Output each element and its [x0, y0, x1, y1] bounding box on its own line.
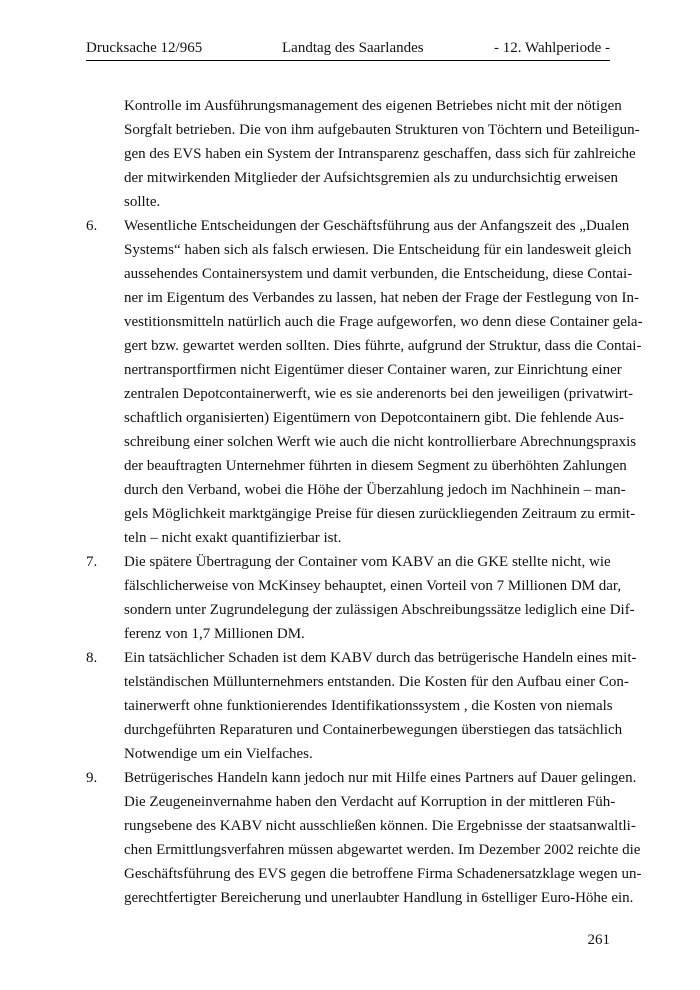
text-line: vestitionsmitteln natürlich auch die Frage aufgeworfen, wo denn diese Container gela-: [124, 314, 643, 330]
page-number: 261: [587, 932, 610, 948]
text-line: Sorgfalt betrieben. Die von ihm aufgebauten Strukturen von Töchtern und Beteiligun-: [124, 122, 640, 138]
text-line: Ein tatsächlicher Schaden ist dem KABV durch das betrügerische Handeln eines mit-: [124, 650, 637, 666]
text-line: ferenz von 1,7 Millionen DM.: [124, 626, 305, 642]
list-number: 6.: [86, 218, 98, 234]
text-line: Systems“ haben sich als falsch erwiesen. Die Entscheidung für ein landesweit gleich: [124, 242, 632, 258]
text-line: schaftlich organisierten) Eigentümern von Depotcontainern gibt. Die fehlende Aus-: [124, 410, 624, 426]
text-line: nertransportfirmen nicht Eigentümer dieser Container waren, zur Einrichtung einer: [124, 362, 622, 378]
document-body: [86, 94, 643, 910]
text-line: der beauftragten Unternehmer führten in diesem Segment zu überhöhten Zahlungen: [124, 458, 627, 474]
list-item-9: [86, 766, 642, 910]
text-line: durchgeführten Reparaturen und Containerbewegungen überstiegen das tatsächlich: [124, 722, 623, 738]
text-line: Betrügerisches Handeln kann jedoch nur mit Hilfe eines Partners auf Dauer gelingen.: [124, 770, 637, 786]
text-line: aussehendes Containersystem und damit verbunden, die Entscheidung, diese Contai-: [124, 266, 633, 282]
text-line: teln – nicht exakt quantifizierbar ist.: [124, 530, 342, 546]
list-item-8: [86, 646, 637, 766]
text-line: zentralen Depotcontainerwerft, wie es sie anderenorts bei den jeweiligen (privatwirt-: [124, 386, 633, 402]
text-line: Kontrolle im Ausführungsmanagement des eigenen Betriebes nicht mit der nötigen: [124, 98, 622, 114]
header-period: - 12. Wahlperiode -: [494, 40, 610, 56]
text-line: Geschäftsführung des EVS gegen die betroffene Firma Schadenersatzklage wegen un-: [124, 866, 642, 882]
text-line: Notwendige um ein Vielfaches.: [124, 746, 313, 762]
text-line: chen Ermittlungsverfahren müssen abgewartet werden. Im Dezember 2002 reichte die: [124, 842, 641, 858]
text-line: fälschlicherweise von McKinsey behauptet, einen Vorteil von 7 Millionen DM dar,: [124, 578, 622, 594]
list-number: 8.: [86, 650, 98, 666]
text-line: rungsebene des KABV nicht ausschließen können. Die Ergebnisse der staatsanwaltli-: [124, 818, 636, 834]
list-number: 9.: [86, 770, 98, 786]
continuation-paragraph: [86, 94, 640, 214]
text-line: telständischen Müllunternehmers entstanden. Die Kosten für den Aufbau einer Con-: [124, 674, 629, 690]
list-item-6: [86, 214, 643, 550]
text-line: sollte.: [124, 194, 161, 210]
text-line: ner im Eigentum des Verbandes zu lassen, hat neben der Frage der Festlegung von In-: [124, 290, 639, 306]
list-number: 7.: [86, 554, 98, 570]
text-line: tainerwerft ohne funktionierendes Identifikationssystem , die Kosten von niemals: [124, 698, 613, 714]
page-header: [86, 40, 610, 61]
text-line: der mitwirkenden Mitglieder der Aufsichtsgremien als zu undurchsichtig erweisen: [124, 170, 619, 186]
text-line: gels Möglichkeit marktgängige Preise für diesen zurückliegenden Zeitraum zu ermit-: [124, 506, 636, 522]
text-line: Die spätere Übertragung der Container vom KABV an die GKE stellte nicht, wie: [124, 554, 611, 570]
text-line: durch den Verband, wobei die Höhe der Überzahlung jedoch im Nachhinein – man-: [124, 482, 626, 498]
text-line: Die Zeugeneinvernahme haben den Verdacht auf Korruption in der mittleren Füh-: [124, 794, 616, 810]
text-line: Wesentliche Entscheidungen der Geschäftsführung aus der Anfangszeit des „Dualen: [124, 218, 630, 234]
header-document-number: Drucksache 12/965: [86, 40, 203, 56]
text-line: gert bzw. gewartet werden sollten. Dies führte, aufgrund der Struktur, dass die Contai-: [124, 338, 642, 354]
text-line: gerechtfertigter Bereicherung und unerlaubter Handlung in 6stelliger Euro-Höhe ein.: [124, 890, 634, 906]
list-item-7: [86, 550, 635, 646]
header-parliament: Landtag des Saarlandes: [282, 40, 424, 56]
text-line: schreibung einer solchen Werft wie auch die nicht kontrollierbare Abrechnungspraxis: [124, 434, 637, 450]
text-line: sondern unter Zugrundelegung der zulässigen Abschreibungssätze lediglich eine Dif-: [124, 602, 635, 618]
text-line: gen des EVS haben ein System der Intransparenz geschaffen, dass sich für zahlreiche: [124, 146, 636, 162]
